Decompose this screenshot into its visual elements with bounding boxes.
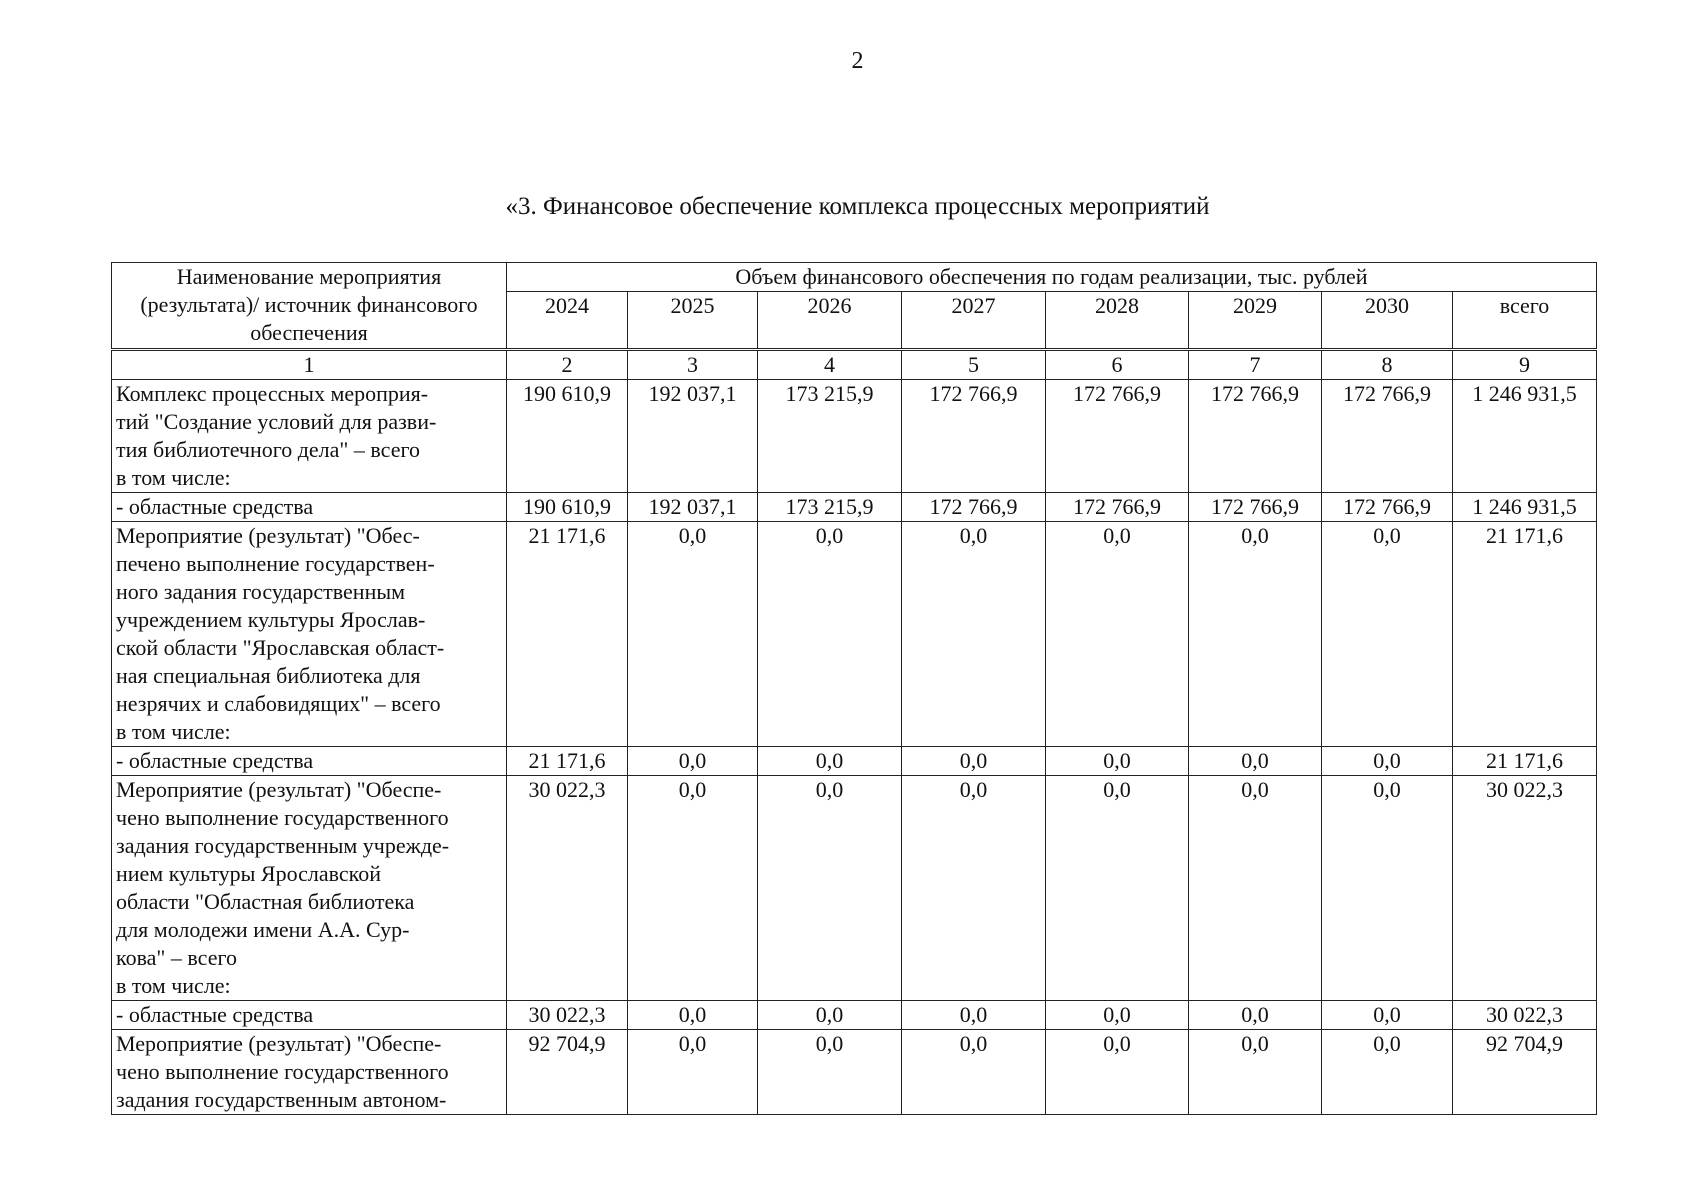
table-row: [112, 493, 1597, 522]
row-year-value: 0,0: [758, 747, 902, 776]
row-year-value: 0,0: [758, 776, 902, 1001]
row-year-value: 30 022,3: [507, 1001, 628, 1030]
row-year-value: 0,0: [758, 522, 902, 747]
row-year-value: 0,0: [1189, 776, 1322, 1001]
row-year-value: 172 766,9: [1189, 493, 1322, 522]
row-total-value: 30 022,3: [1453, 776, 1597, 1001]
row-year-value: 172 766,9: [902, 493, 1046, 522]
row-year-value: 21 171,6: [507, 747, 628, 776]
row-year-value: 0,0: [902, 747, 1046, 776]
row-year-value: 192 037,1: [628, 380, 758, 493]
row-name: Комплекс процессных мероприя- тий "Создание условий для разви- тия библиотечного дела" – всего в том числе:: [112, 380, 507, 493]
row-year-value: 172 766,9: [1322, 493, 1453, 522]
row-year-value: 172 766,9: [1322, 380, 1453, 493]
year-header: 2030: [1322, 292, 1453, 350]
year-header: 2025: [628, 292, 758, 350]
row-total-value: 1 246 931,5: [1453, 380, 1597, 493]
row-name: - областные средства: [112, 747, 507, 776]
row-name: Мероприятие (результат) "Обес- печено выполнение государствен- ного задания государственным учреждением культуры Ярослав- ской области "Ярославская област- ная специальная библиотека для незрячих и слабовидящих" – всего в том числе:: [112, 522, 507, 747]
total-header: всего: [1453, 292, 1597, 350]
table-row: [112, 522, 1597, 747]
row-year-value: 0,0: [1046, 747, 1189, 776]
row-year-value: 0,0: [1046, 522, 1189, 747]
row-name: - областные средства: [112, 493, 507, 522]
row-total-value: 21 171,6: [1453, 747, 1597, 776]
row-year-value: 190 610,9: [507, 493, 628, 522]
table-row: [112, 380, 1597, 493]
row-name: - областные средства: [112, 1001, 507, 1030]
column-index: 3: [628, 350, 758, 380]
column-index: 5: [902, 350, 1046, 380]
column-index: 8: [1322, 350, 1453, 380]
row-year-value: 92 704,9: [507, 1030, 628, 1115]
header-row-top: [112, 263, 1597, 292]
row-year-value: 173 215,9: [758, 493, 902, 522]
row-year-value: 0,0: [1189, 1030, 1322, 1115]
row-year-value: 0,0: [902, 1030, 1046, 1115]
year-header: 2026: [758, 292, 902, 350]
row-year-value: 172 766,9: [1189, 380, 1322, 493]
row-year-value: 172 766,9: [1046, 493, 1189, 522]
header-name-cell: Наименование мероприятия (результата)/ источник финансового обеспечения: [112, 263, 507, 350]
row-name: Мероприятие (результат) "Обеспе- чено выполнение государственного задания государственным автоном-: [112, 1030, 507, 1115]
header-volume-cell: Объем финансового обеспечения по годам реализации, тыс. рублей: [507, 263, 1597, 292]
row-year-value: 0,0: [1322, 522, 1453, 747]
row-year-value: 0,0: [758, 1030, 902, 1115]
row-year-value: 172 766,9: [1046, 380, 1189, 493]
row-total-value: 1 246 931,5: [1453, 493, 1597, 522]
row-year-value: 0,0: [758, 1001, 902, 1030]
row-year-value: 0,0: [1046, 1030, 1189, 1115]
row-year-value: 0,0: [1322, 1001, 1453, 1030]
row-year-value: 173 215,9: [758, 380, 902, 493]
row-year-value: 0,0: [902, 522, 1046, 747]
row-total-value: 21 171,6: [1453, 522, 1597, 747]
row-year-value: 0,0: [628, 776, 758, 1001]
row-year-value: 21 171,6: [507, 522, 628, 747]
page-number: 2: [851, 48, 864, 74]
row-year-value: 0,0: [1322, 747, 1453, 776]
column-index: 7: [1189, 350, 1322, 380]
row-year-value: 0,0: [902, 776, 1046, 1001]
column-index: 1: [112, 350, 507, 380]
row-total-value: 30 022,3: [1453, 1001, 1597, 1030]
row-year-value: 192 037,1: [628, 493, 758, 522]
row-year-value: 0,0: [628, 747, 758, 776]
row-year-value: 0,0: [628, 1030, 758, 1115]
row-year-value: 0,0: [1189, 747, 1322, 776]
row-year-value: 0,0: [1189, 522, 1322, 747]
column-index: 4: [758, 350, 902, 380]
row-year-value: 0,0: [1046, 1001, 1189, 1030]
row-year-value: 0,0: [628, 1001, 758, 1030]
year-header: 2027: [902, 292, 1046, 350]
table-row: [112, 776, 1597, 1001]
year-header: 2029: [1189, 292, 1322, 350]
table-row: [112, 747, 1597, 776]
year-header: 2024: [507, 292, 628, 350]
row-year-value: 172 766,9: [902, 380, 1046, 493]
row-year-value: 0,0: [1322, 1030, 1453, 1115]
row-year-value: 190 610,9: [507, 380, 628, 493]
table-row: [112, 1030, 1597, 1115]
column-index: 2: [507, 350, 628, 380]
row-year-value: 0,0: [1322, 776, 1453, 1001]
row-year-value: 0,0: [628, 522, 758, 747]
column-index-row: [112, 350, 1597, 380]
row-year-value: 30 022,3: [507, 776, 628, 1001]
row-year-value: 0,0: [1046, 776, 1189, 1001]
year-header: 2028: [1046, 292, 1189, 350]
row-year-value: 0,0: [902, 1001, 1046, 1030]
row-year-value: 0,0: [1189, 1001, 1322, 1030]
document-title: «3. Финансовое обеспечение комплекса процессных мероприятий: [505, 193, 1210, 220]
table-row: [112, 1001, 1597, 1030]
financing-table: [111, 262, 1597, 1115]
column-index: 9: [1453, 350, 1597, 380]
row-name: Мероприятие (результат) "Обеспе- чено выполнение государственного задания государственным учрежде- нием культуры Ярославской области "Областная библиотека для молодежи имени А.А. Сур- кова" – всего в том числе:: [112, 776, 507, 1001]
row-total-value: 92 704,9: [1453, 1030, 1597, 1115]
column-index: 6: [1046, 350, 1189, 380]
